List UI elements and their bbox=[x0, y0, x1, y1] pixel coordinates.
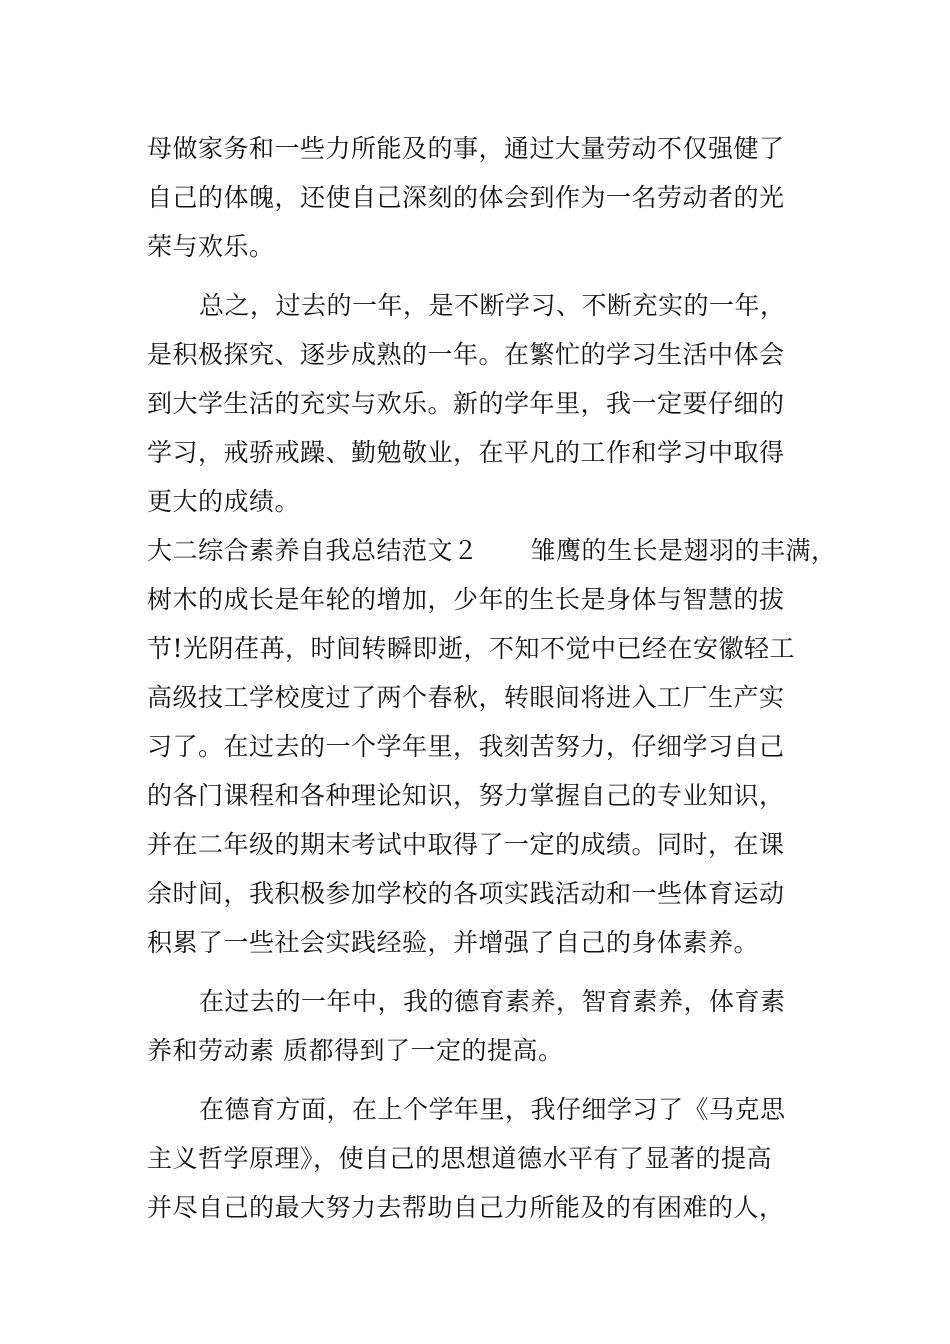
paragraph bbox=[147, 281, 837, 526]
text-line: 养和劳动素 质都得到了一定的提高。 bbox=[147, 1036, 564, 1065]
text-line: 学习，戒骄戒躁、勤勉敬业，在平凡的工作和学习中取得 bbox=[147, 438, 785, 467]
text-line: 积累了一些社会实践经验，并增强了自己的身体素养。 bbox=[147, 928, 760, 957]
text-segment: 雏鹰的生长是翅羽的丰满， bbox=[530, 536, 837, 565]
document-body bbox=[147, 124, 837, 1232]
paragraph bbox=[147, 1085, 837, 1232]
paragraph bbox=[147, 124, 837, 271]
text-line: 是积极探究、逐步成熟的一年。在繁忙的学习生活中体会 bbox=[147, 340, 785, 369]
text-line: 主义哲学原理》，使自己的思想道德水平有了显著的提高 bbox=[147, 1144, 773, 1173]
paragraph bbox=[147, 977, 837, 1075]
text-line: 节!光阴荏苒，时间转瞬即逝，不知不觉中已经在安徽轻工 bbox=[147, 634, 796, 663]
text-line: 树木的成长是年轮的增加，少年的生长是身体与智慧的拔 bbox=[147, 585, 785, 614]
text-line: 余时间，我积极参加学校的各项实践活动和一些体育运动 bbox=[147, 879, 785, 908]
text-line: 总之，过去的一年，是不断学习、不断充实的一年， bbox=[199, 291, 786, 320]
text-line: 到大学生活的充实与欢乐。新的学年里，我一定要仔细的 bbox=[147, 389, 785, 418]
text-line: 母做家务和一些力所能及的事，通过大量劳动不仅强健了 bbox=[147, 134, 785, 163]
text-line: 自己的体魄，还使自己深刻的体会到作为一名劳动者的光 bbox=[147, 183, 785, 212]
text-line: 高级技工学校度过了两个春秋，转眼间将进入工厂生产实 bbox=[147, 683, 785, 712]
text-line: 在德育方面，在上个学年里，我仔细学习了《马克思 bbox=[199, 1095, 786, 1124]
text-line: 习了。在过去的一个学年里，我刻苦努力，仔细学习自己 bbox=[147, 732, 785, 761]
text-line: 并尽自己的最大努力去帮助自己力所能及的有困难的人， bbox=[147, 1193, 785, 1222]
section-title: 大二综合素养自我总结范文２ bbox=[147, 536, 479, 565]
text-line: 的各门课程和各种理论知识，努力掌握自己的专业知识， bbox=[147, 781, 785, 810]
text-line: 在过去的一年中，我的德育素养，智育素养，体育素 bbox=[199, 987, 786, 1016]
paragraph bbox=[147, 526, 837, 967]
text-line: 荣与欢乐。 bbox=[147, 232, 275, 261]
section-title-line bbox=[147, 526, 837, 575]
text-line: 并在二年级的期末考试中取得了一定的成绩。同时，在课 bbox=[147, 830, 785, 859]
text-line: 更大的成绩。 bbox=[147, 487, 301, 516]
